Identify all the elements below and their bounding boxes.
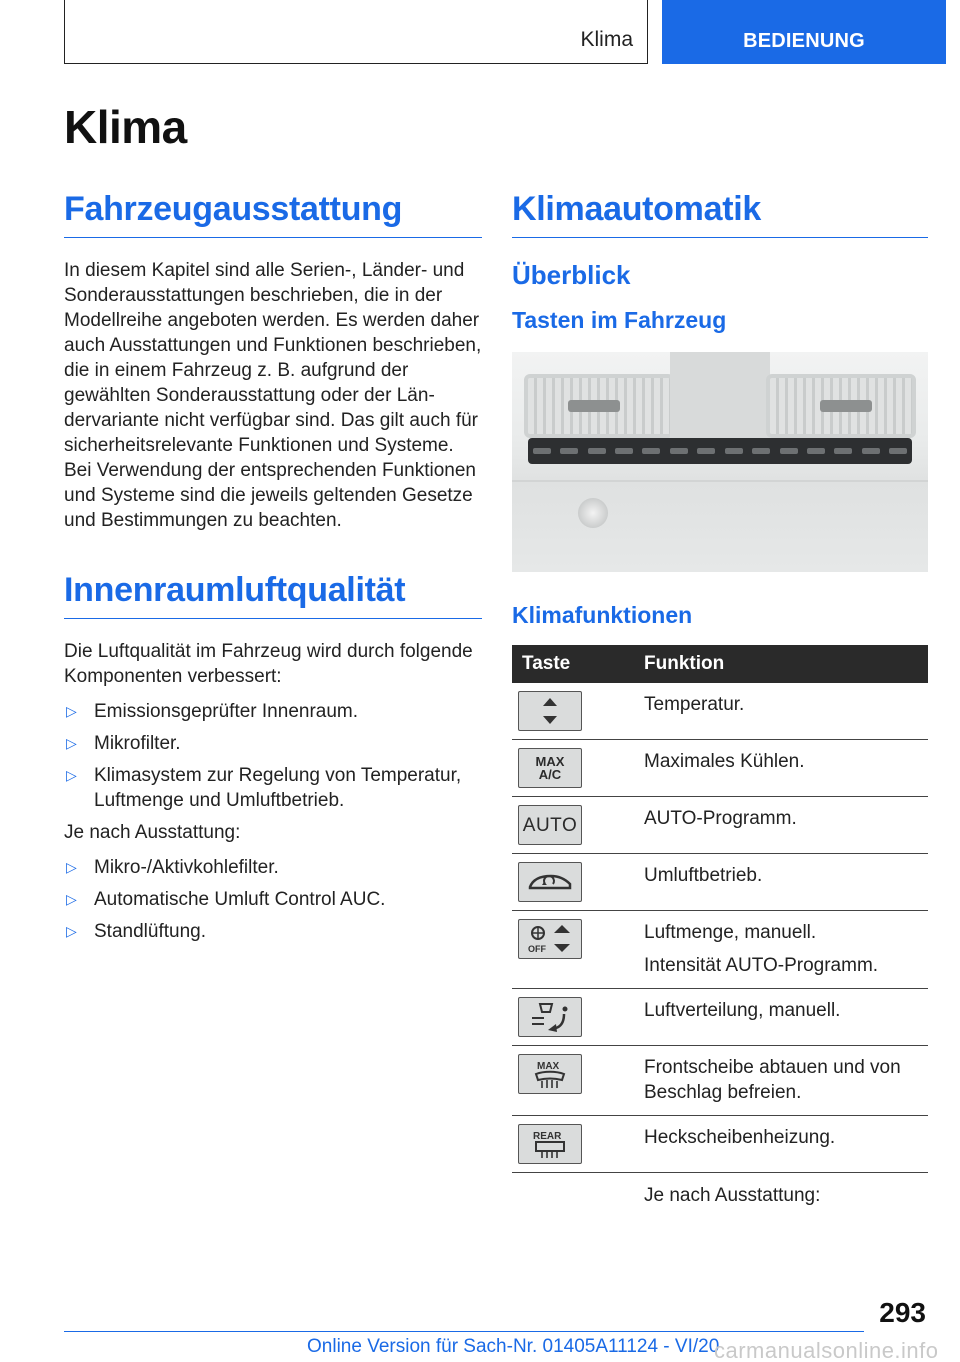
table-cell-function: Frontscheibe abtauen und von Beschlag befreien. <box>634 1046 928 1116</box>
rear-defrost-icon <box>518 1124 582 1164</box>
triangle-bullet-icon: ▷ <box>66 891 77 907</box>
svg-text:MAX: MAX <box>537 1061 560 1072</box>
table-cell-function: Je nach Ausstattung: <box>644 1185 821 1206</box>
climate-control-photo <box>512 352 928 572</box>
header-section-box <box>64 0 648 64</box>
table-header-taste: Taste <box>512 645 634 683</box>
table-header-row <box>512 645 928 683</box>
max-defrost-icon <box>518 1054 582 1094</box>
table-row <box>512 683 928 740</box>
heading-klimaautomatik: Klimaautomatik <box>512 190 928 238</box>
climate-functions-table <box>512 645 928 1218</box>
page-title: Klima <box>64 101 187 153</box>
list-komponenten <box>64 699 482 813</box>
triangle-bullet-icon: ▷ <box>66 735 77 751</box>
lower-dashboard <box>512 480 928 572</box>
temperature-arrows-icon <box>518 691 582 731</box>
header-chapter-tab[interactable]: BEDIENUNG <box>662 0 946 64</box>
air-vent-right <box>766 374 916 438</box>
table-row <box>512 854 928 911</box>
heading-innenraumluftqualitaet: Innenraumluftqualität <box>64 571 482 619</box>
triangle-bullet-icon: ▷ <box>66 923 77 939</box>
right-column <box>512 190 928 1218</box>
screen-mount <box>670 352 770 442</box>
table-cell-function: Umluftbetrieb. <box>634 854 928 911</box>
svg-text:REAR: REAR <box>533 1131 562 1142</box>
max-ac-icon: MAX A/C <box>518 748 582 788</box>
table-header-funktion: Funktion <box>634 645 928 683</box>
auto-icon: AUTO <box>518 805 582 845</box>
triangle-bullet-icon: ▷ <box>66 703 77 719</box>
table-row <box>512 1046 928 1116</box>
air-vent-left <box>524 374 674 438</box>
triangle-bullet-icon: ▷ <box>66 859 77 875</box>
table-row <box>512 911 928 989</box>
watermark: carmanualsonline.info <box>714 1338 939 1362</box>
list-item: ▷ Emissionsgeprüfter Innenraum. <box>66 701 359 722</box>
triangle-bullet-icon: ▷ <box>66 767 77 783</box>
table-row <box>512 1173 928 1219</box>
heading-ueberblick: Überblick <box>512 260 631 290</box>
table-cell-function: Temperatur. <box>634 683 928 740</box>
list-item: ▷ Automatische Umluft Control AUC. <box>66 889 386 910</box>
table-cell-function: Luftverteilung, manuell. <box>634 989 928 1046</box>
page-number: 293 <box>879 1297 926 1328</box>
svg-text:OFF: OFF <box>528 944 546 954</box>
table-row <box>512 1116 928 1173</box>
climate-button-bar <box>528 438 912 464</box>
fan-off-icon <box>518 919 582 959</box>
recirculation-icon <box>518 862 582 902</box>
heading-fahrzeugausstattung: Fahrzeugausstattung <box>64 190 482 238</box>
table-row <box>512 797 928 854</box>
list-item: ▷ Klimasystem zur Regelung von Temperatur, Luftmenge und Umluftbetrieb. <box>66 765 462 811</box>
left-column <box>64 190 482 951</box>
heading-tasten-im-fahrzeug: Tasten im Fahrzeug <box>512 307 727 333</box>
paragraph-ausstattung: In diesem Kapitel sind alle Serien-, Länder- und Sonderausstattungen beschrieben, die in der Modellreihe angeboten werden. Es werden daher auch Ausstattungen und Funktionen beschrieben, die in einem Fahrzeug z. B. aufgrund der gewählten Sonderausstattung oder der Ländervariante nicht verfügbar sind. Das gilt auch für sicherheitsrelevante Funktionen und Systeme. Bei Verwendung der entsprechenden Funktionen und Systeme sind die jeweils geltenden Gesetze und Bestimmungen zu beachten. <box>64 260 482 531</box>
list-item: ▷ Mikrofilter. <box>66 733 181 754</box>
air-distribution-icon <box>518 997 582 1037</box>
list-item: ▷ Standlüftung. <box>66 921 206 942</box>
table-cell-function: AUTO-Programm. <box>634 797 928 854</box>
table-cell-function: Maximales Kühlen. <box>634 740 928 797</box>
heading-klimafunktionen: Klimafunktionen <box>512 602 693 628</box>
table-row <box>512 740 928 797</box>
header-section-label: Klima <box>580 28 633 51</box>
table-cell-function: Luftmenge, manuell. Intensität AUTO-Programm. <box>634 911 928 989</box>
footer-divider <box>64 1331 864 1332</box>
list-optionen <box>64 855 482 944</box>
volume-dial-icon <box>578 498 608 528</box>
list-item: ▷ Mikro-/Aktivkohlefilter. <box>66 857 279 878</box>
paragraph-je-nach-ausstattung: Je nach Ausstattung: <box>64 822 241 843</box>
footer-online-version: Online Version für Sach-Nr. 01405A11124 - VI/20 <box>307 1336 720 1357</box>
paragraph-luftqualitaet: Die Luftqualität im Fahrzeug wird durch folgende Komponenten verbessert: <box>64 641 473 687</box>
table-cell-function: Heckscheibenheizung. <box>634 1116 928 1173</box>
table-row <box>512 989 928 1046</box>
